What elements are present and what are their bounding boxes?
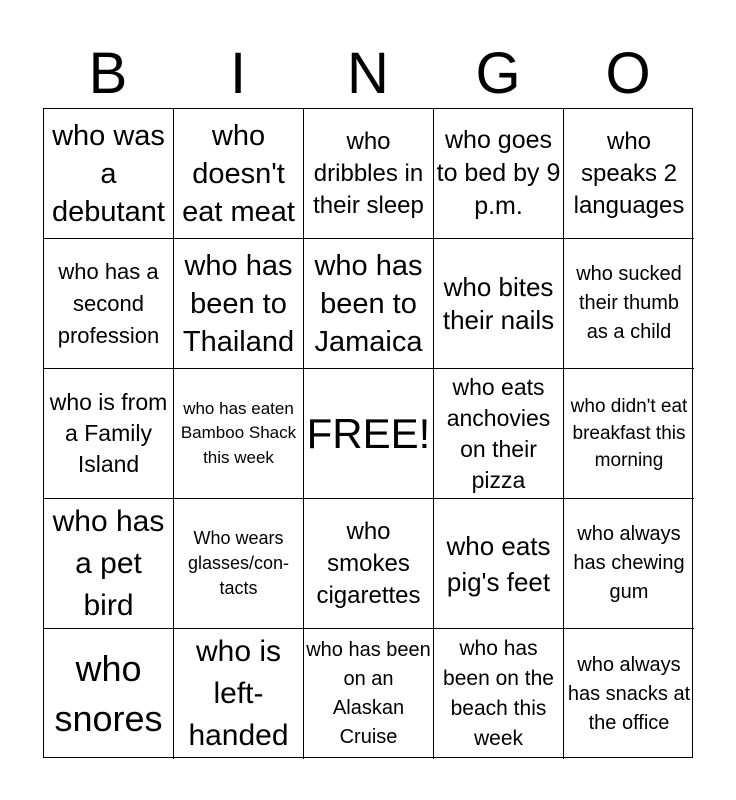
cell-text: who sucked their thumb as a child bbox=[576, 263, 682, 343]
cell-text: who has a pet bird bbox=[52, 504, 165, 622]
cell-text: who has been on the beach this week bbox=[443, 637, 554, 750]
cell-text: who always has snacks at the office bbox=[567, 653, 691, 734]
cell-text: who eats anchovies on their pizza bbox=[446, 373, 551, 493]
bingo-cell[interactable] bbox=[304, 239, 434, 369]
bingo-cell[interactable] bbox=[174, 369, 304, 499]
bingo-board bbox=[43, 108, 693, 758]
bingo-cell[interactable] bbox=[174, 499, 304, 629]
cell-text: who smokes cigarettes bbox=[316, 517, 421, 609]
bingo-cell[interactable] bbox=[434, 109, 564, 239]
cell-text: who didn't eat breakfast this morning bbox=[570, 396, 688, 471]
cell-text: who always has chewing gum bbox=[573, 523, 685, 603]
cell-text: who has a second profession bbox=[57, 258, 160, 348]
bingo-cell[interactable] bbox=[44, 629, 174, 759]
header-letter-n: N bbox=[347, 41, 389, 106]
cell-text: who was a debutant bbox=[52, 119, 165, 228]
cell-text: who speaks 2 languages bbox=[573, 127, 685, 219]
free-text: FREE! bbox=[306, 409, 431, 457]
cell-text: who dribbles in their sleep bbox=[313, 127, 424, 219]
bingo-cell[interactable] bbox=[304, 629, 434, 759]
bingo-cell[interactable] bbox=[174, 239, 304, 369]
cell-text: who snores bbox=[54, 648, 163, 739]
cell-text: who is from a Family Island bbox=[49, 389, 168, 477]
cell-text: Who wears glasses/con- tacts bbox=[187, 528, 290, 598]
cell-text: who has eaten Bamboo Shack this week bbox=[180, 398, 297, 467]
cell-text: who eats pig's feet bbox=[446, 530, 551, 597]
bingo-cell[interactable] bbox=[434, 499, 564, 629]
bingo-cell[interactable] bbox=[434, 369, 564, 499]
bingo-cell[interactable] bbox=[564, 239, 694, 369]
cell-text: who has been to Thailand bbox=[182, 249, 295, 358]
bingo-cell[interactable] bbox=[174, 109, 304, 239]
bingo-header bbox=[43, 40, 693, 108]
header-letter-i: I bbox=[229, 41, 247, 106]
header-letter-g: G bbox=[475, 41, 521, 106]
bingo-cell[interactable] bbox=[44, 109, 174, 239]
cell-text: who is left-handed bbox=[188, 635, 289, 752]
bingo-cell[interactable] bbox=[434, 239, 564, 369]
bingo-cell[interactable] bbox=[564, 109, 694, 239]
bingo-cell[interactable] bbox=[44, 499, 174, 629]
bingo-cell[interactable] bbox=[304, 109, 434, 239]
cell-text: who goes to bed by 9 p.m. bbox=[436, 126, 561, 220]
header-letter-b: B bbox=[88, 41, 128, 106]
bingo-cell[interactable] bbox=[44, 369, 174, 499]
cell-text: who bites their nails bbox=[442, 271, 555, 335]
bingo-cell[interactable] bbox=[174, 629, 304, 759]
bingo-cell[interactable] bbox=[564, 499, 694, 629]
cell-text: who has been on an Alaskan Cruise bbox=[306, 639, 431, 748]
bingo-cell[interactable] bbox=[434, 629, 564, 759]
bingo-cell[interactable] bbox=[564, 629, 694, 759]
bingo-cell[interactable] bbox=[44, 239, 174, 369]
free-space[interactable] bbox=[304, 369, 434, 499]
bingo-cell[interactable] bbox=[564, 369, 694, 499]
cell-text: who has been to Jamaica bbox=[314, 249, 423, 358]
header-letter-o: O bbox=[605, 41, 651, 106]
bingo-cell[interactable] bbox=[304, 499, 434, 629]
cell-text: who doesn't eat meat bbox=[182, 119, 295, 228]
